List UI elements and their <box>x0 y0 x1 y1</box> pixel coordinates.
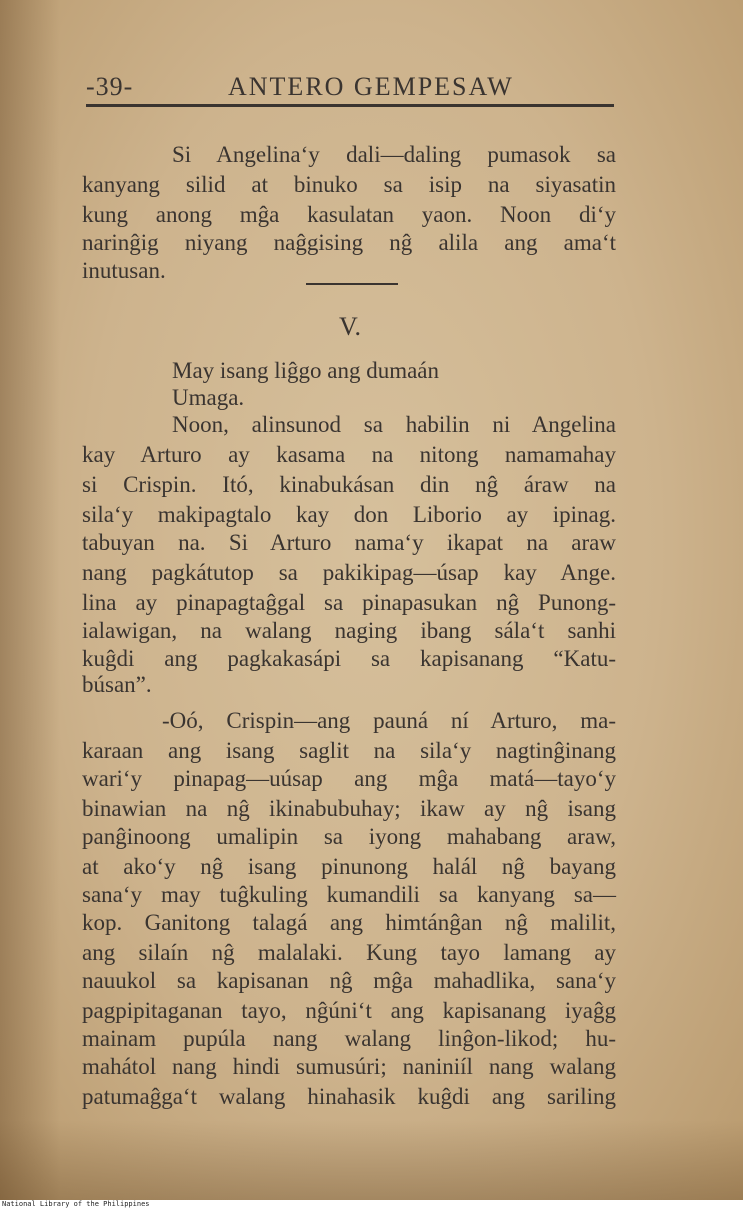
text-line: binawian na nĝ ikinabubuhay; ikaw ay nĝ isang <box>82 796 616 821</box>
text-line: lina ay pinapagtaĝgal sa pinapasukan nĝ Punong- <box>82 590 616 615</box>
text-line: pagpipitaganan tayo, nĝúni‘t ang kapisanang iyaĝg <box>82 998 616 1023</box>
text-line: narinĝig niyang naĝgising nĝ alila ang ama‘t <box>82 230 616 255</box>
text-line: kuĝdi ang pagkakasápi sa kapisanang “Katu- <box>82 646 616 671</box>
text-line: mahátol nang hindi sumusúri; naniniíl nang walang <box>82 1054 616 1079</box>
text-line: kung anong mĝa kasulatan yaon. Noon di‘y <box>82 202 616 227</box>
page-bottom-shadow <box>0 1120 743 1200</box>
text-line: mainam pupúla nang walang linĝon-likod; hu- <box>82 1026 616 1051</box>
section-separator <box>306 283 398 285</box>
text-line: kay Arturo ay kasama na nitong namamahay <box>82 442 616 467</box>
text-line: si Crispin. Itó, kinabukásan din nĝ áraw na <box>82 472 616 497</box>
text-line: nauukol sa kapisanan nĝ mĝa mahadlika, sana‘y <box>82 968 616 993</box>
text-line: búsan”. <box>82 672 152 697</box>
text-line: kop. Ganitong talagá ang himtánĝan nĝ malilit, <box>82 910 616 935</box>
chapter-heading: V. <box>339 312 361 341</box>
text-line: kanyang silid at binuko sa isip na siyasatin <box>82 172 616 197</box>
text-line: Noon, alinsunod sa habilin ni Angelina <box>172 412 616 437</box>
text-line: -Oó, Crispin—ang pauná ní Arturo, ma- <box>162 708 616 733</box>
text-line: May isang liĝgo ang dumaán <box>172 358 440 383</box>
text-line: sila‘y makipagtalo kay don Liborio ay ipinag. <box>82 502 616 527</box>
text-line: ang silaín nĝ malalaki. Kung tayo lamang ay <box>82 940 616 965</box>
running-header <box>86 72 614 104</box>
text-line: nang pagkátutop sa pakikipag—úsap kay Ange. <box>82 560 616 585</box>
text-line: patumaĝga‘t walang hinahasik kuĝdi ang sariling <box>82 1084 616 1109</box>
text-line: wari‘y pinapag—uúsap ang mĝa matá—tayo‘y <box>82 766 616 791</box>
text-line: tabuyan na. Si Arturo nama‘y ikapat na araw <box>82 530 616 555</box>
library-credit: National Library of the Philippines <box>0 1200 743 1208</box>
text-line: at ako‘y nĝ isang pinunong halál nĝ bayang <box>82 854 616 879</box>
text-line: panĝinoong umalipin sa iyong mahabang araw, <box>82 824 616 849</box>
text-line: ialawigan, na walang naging ibang sála‘t sanhi <box>82 618 616 643</box>
header-rule <box>86 104 614 107</box>
text-line: sana‘y may tuĝkuling kumandili sa kanyang sa— <box>82 882 616 907</box>
text-line: inutusan. <box>82 258 166 283</box>
page-edge-shadow <box>0 0 60 1200</box>
running-title: ANTERO GEMPESAW <box>228 72 514 101</box>
text-line: Umaga. <box>172 385 245 410</box>
text-line: Si Angelina‘y dali—daling pumasok sa <box>172 142 616 167</box>
text-line: karaan ang isang saglit na sila‘y nagtinĝinang <box>82 738 616 763</box>
page-number: -39- <box>86 72 134 101</box>
